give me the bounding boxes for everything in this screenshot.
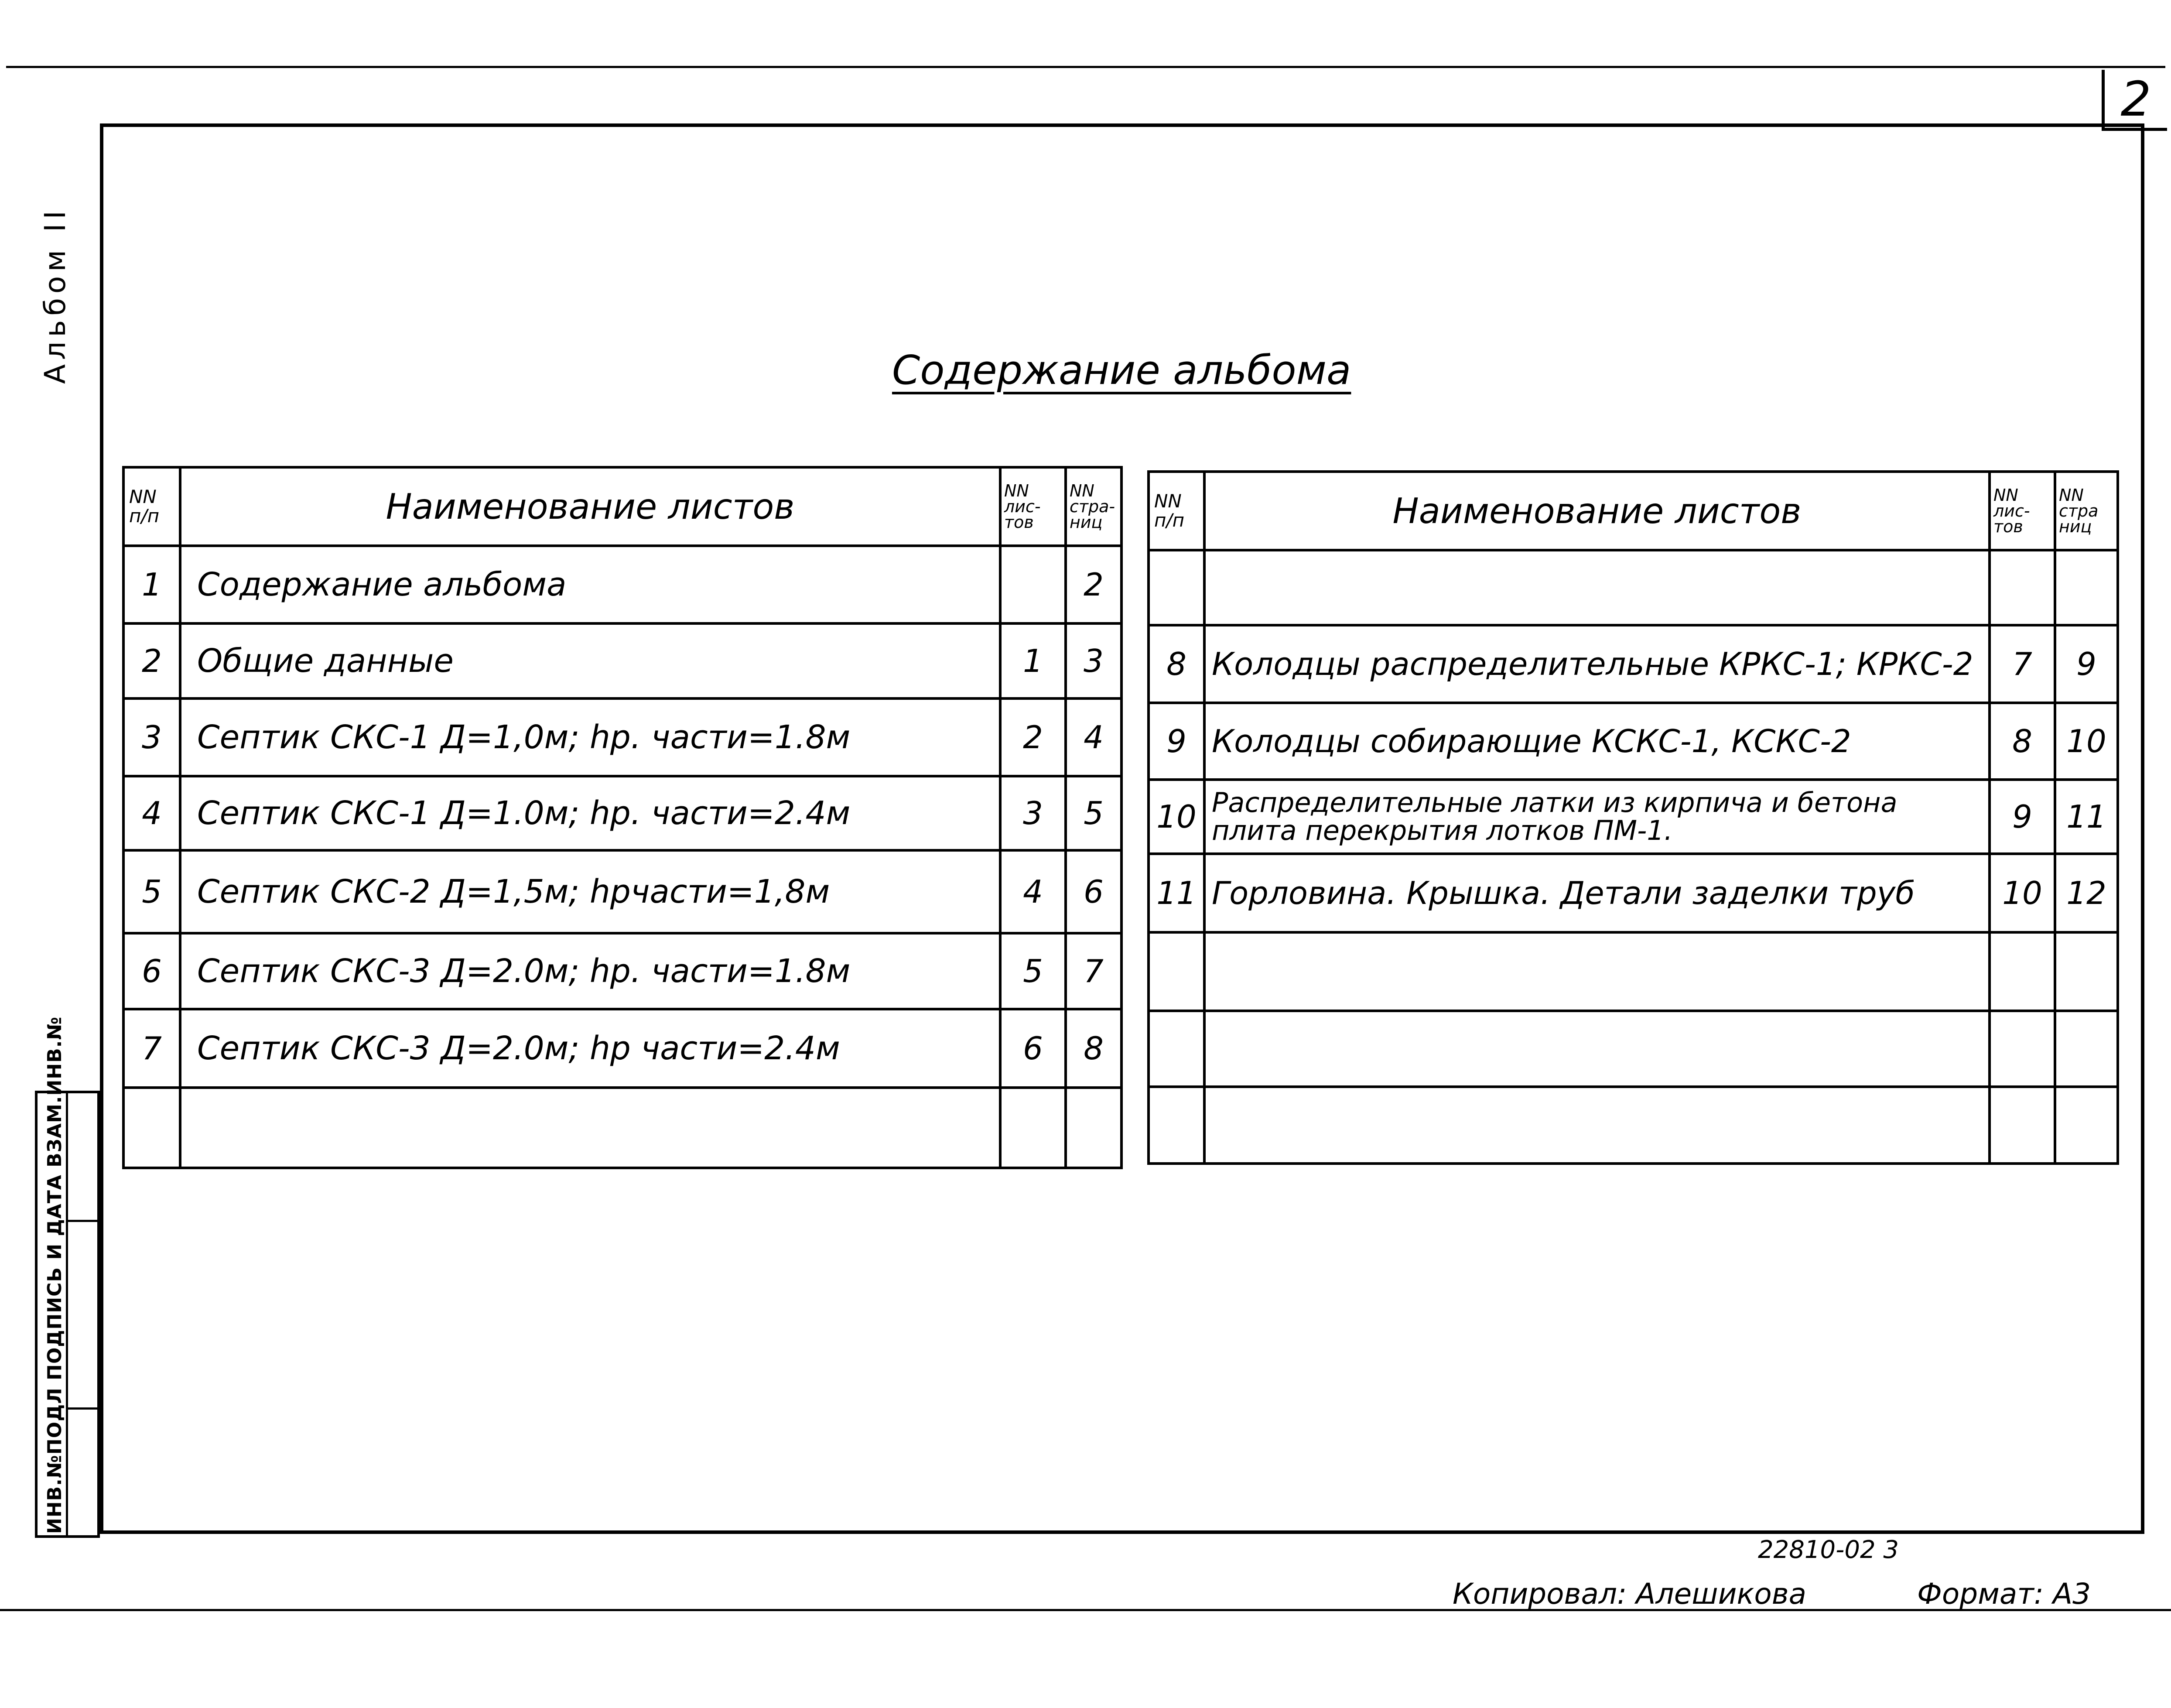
table-row bbox=[1149, 625, 2118, 703]
table-row bbox=[1149, 780, 2118, 854]
row-sheets bbox=[1990, 550, 2055, 625]
table-row bbox=[123, 850, 1121, 933]
row-pages bbox=[2055, 1011, 2118, 1087]
row-pages: 11 bbox=[2055, 780, 2118, 854]
row-pages: 9 bbox=[2055, 625, 2118, 703]
table-row bbox=[123, 933, 1121, 1009]
row-pages: 3 bbox=[1066, 623, 1121, 698]
table-row bbox=[123, 546, 1121, 623]
row-name bbox=[1204, 1087, 1990, 1164]
row-nn: 2 bbox=[123, 623, 180, 698]
document-title: Содержание альбома bbox=[892, 347, 1351, 394]
page-number: 2 bbox=[2120, 71, 2151, 127]
row-sheets: 1 bbox=[1000, 623, 1066, 698]
row-pages: 4 bbox=[1066, 698, 1121, 776]
row-sheets bbox=[1000, 546, 1066, 623]
contents-table-left bbox=[122, 466, 1123, 1169]
row-name bbox=[1204, 932, 1990, 1011]
row-nn: 11 bbox=[1149, 854, 1204, 932]
table-row bbox=[123, 1009, 1121, 1088]
table-row bbox=[123, 1088, 1121, 1168]
row-sheets: 3 bbox=[1000, 776, 1066, 850]
table-row bbox=[1149, 854, 2118, 932]
top-rule bbox=[6, 66, 2165, 68]
row-name: Общие данные bbox=[180, 623, 1000, 698]
approval-stamp bbox=[35, 1016, 100, 1538]
row-pages: 8 bbox=[1066, 1009, 1121, 1088]
header-pages: NN стра ниц bbox=[2055, 472, 2118, 550]
header-nn: NN п/п bbox=[123, 467, 180, 546]
row-nn: 4 bbox=[123, 776, 180, 850]
row-name: Колодцы собирающие КСКС-1, КСКС-2 bbox=[1204, 703, 1990, 780]
row-name: Септик СКС-1 Д=1,0м; hр. части=1.8м bbox=[180, 698, 1000, 776]
row-pages bbox=[1066, 1088, 1121, 1168]
row-name: Горловина. Крышка. Детали заделки труб bbox=[1204, 854, 1990, 932]
row-nn: 6 bbox=[123, 933, 180, 1009]
row-pages: 6 bbox=[1066, 850, 1121, 933]
row-name: Септик СКС-3 Д=2.0м; hр части=2.4м bbox=[180, 1009, 1000, 1088]
row-pages: 5 bbox=[1066, 776, 1121, 850]
row-sheets: 6 bbox=[1000, 1009, 1066, 1088]
row-nn: 1 bbox=[123, 546, 180, 623]
row-name: Колодцы распределительные КРКС-1; КРКС-2 bbox=[1204, 625, 1990, 703]
row-sheets: 8 bbox=[1990, 703, 2055, 780]
paper-format: Формат: А3 bbox=[1917, 1577, 2091, 1611]
header-nn: NN п/п bbox=[1149, 472, 1204, 550]
row-nn: 8 bbox=[1149, 625, 1204, 703]
table-header-row bbox=[123, 467, 1121, 546]
row-sheets: 4 bbox=[1000, 850, 1066, 933]
row-sheets bbox=[1990, 1087, 2055, 1164]
row-nn bbox=[1149, 550, 1204, 625]
row-name: Септик СКС-2 Д=1,5м; hрчасти=1,8м bbox=[180, 850, 1000, 933]
row-pages bbox=[2055, 550, 2118, 625]
row-pages bbox=[2055, 1087, 2118, 1164]
row-pages bbox=[2055, 932, 2118, 1011]
header-pages: NN стра- ниц bbox=[1066, 467, 1121, 546]
table-row bbox=[1149, 932, 2118, 1011]
row-name: Содержание альбома bbox=[180, 546, 1000, 623]
row-name bbox=[1204, 1011, 1990, 1087]
table-row bbox=[123, 623, 1121, 698]
stamp-labels: ИНВ.№ПОДЛ ПОДПИСЬ И ДАТА ВЗАМ.ИНВ.№ bbox=[44, 1016, 66, 1534]
header-sheets: NN лис- тов bbox=[1000, 467, 1066, 546]
contents-table-right bbox=[1147, 470, 2119, 1165]
row-nn bbox=[1149, 1087, 1204, 1164]
row-nn: 9 bbox=[1149, 703, 1204, 780]
header-name: Наименование листов bbox=[1204, 472, 1990, 550]
document-code: 22810-02 3 bbox=[1758, 1536, 1899, 1564]
row-sheets: 9 bbox=[1990, 780, 2055, 854]
row-name bbox=[1204, 550, 1990, 625]
table-row bbox=[1149, 703, 2118, 780]
table-header-row bbox=[1149, 472, 2118, 550]
copied-by: Копировал: Алешикова bbox=[1453, 1577, 1807, 1611]
row-nn bbox=[1149, 932, 1204, 1011]
stamp-divider bbox=[68, 1407, 97, 1410]
row-nn bbox=[1149, 1011, 1204, 1087]
row-pages: 12 bbox=[2055, 854, 2118, 932]
row-nn: 3 bbox=[123, 698, 180, 776]
row-sheets: 2 bbox=[1000, 698, 1066, 776]
row-pages: 7 bbox=[1066, 933, 1121, 1009]
row-name: Септик СКС-3 Д=2.0м; hр. части=1.8м bbox=[180, 933, 1000, 1009]
row-sheets: 10 bbox=[1990, 854, 2055, 932]
album-label: Альбом II bbox=[38, 206, 72, 384]
table-row bbox=[1149, 550, 2118, 625]
row-nn: 5 bbox=[123, 850, 180, 933]
row-sheets: 7 bbox=[1990, 625, 2055, 703]
row-sheets: 5 bbox=[1000, 933, 1066, 1009]
header-name: Наименование листов bbox=[180, 467, 1000, 546]
row-sheets bbox=[1990, 1011, 2055, 1087]
row-nn: 10 bbox=[1149, 780, 1204, 854]
row-pages: 2 bbox=[1066, 546, 1121, 623]
stamp-divider bbox=[68, 1220, 97, 1222]
row-name: Распределительные латки из кирпича и бетона плита перекрытия лотков ПМ-1. bbox=[1204, 780, 1990, 854]
row-nn: 7 bbox=[123, 1009, 180, 1088]
row-sheets bbox=[1990, 932, 2055, 1011]
table-row bbox=[1149, 1087, 2118, 1164]
table-row bbox=[1149, 1011, 2118, 1087]
header-sheets: NN лис- тов bbox=[1990, 472, 2055, 550]
row-name: Септик СКС-1 Д=1.0м; hр. части=2.4м bbox=[180, 776, 1000, 850]
table-row bbox=[123, 698, 1121, 776]
row-nn bbox=[123, 1088, 180, 1168]
row-name bbox=[180, 1088, 1000, 1168]
row-pages: 10 bbox=[2055, 703, 2118, 780]
table-row bbox=[123, 776, 1121, 850]
page-number-box bbox=[2102, 70, 2167, 131]
bottom-rule bbox=[0, 1609, 2171, 1611]
row-sheets bbox=[1000, 1088, 1066, 1168]
